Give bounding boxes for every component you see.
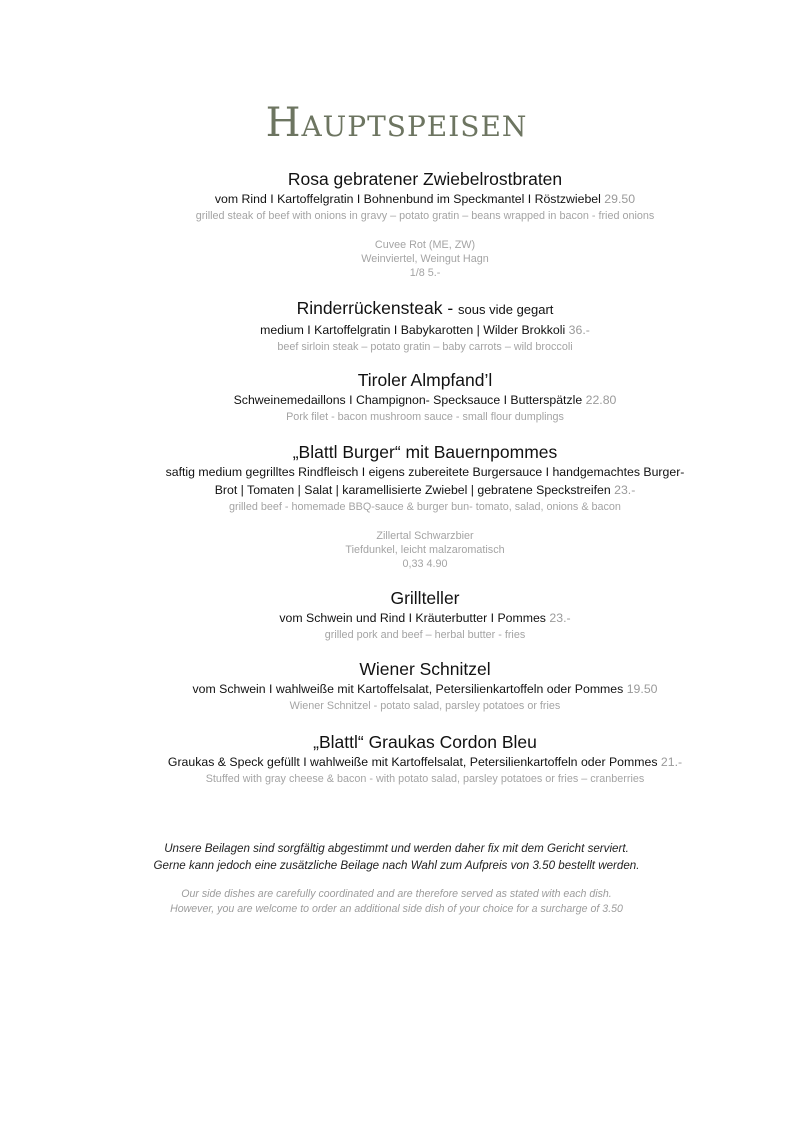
- dish-price: 21.-: [660, 755, 683, 769]
- beer-price: 0,33 4.90: [402, 558, 448, 570]
- dish-price: 23.-: [549, 611, 571, 625]
- dish-price: 19.50: [626, 682, 658, 696]
- dish-name: Rinderrückensteak - sous vide gegart: [296, 298, 554, 318]
- wine-pairing: [130, 238, 720, 280]
- wine-price: 1/8 5.-: [409, 267, 441, 279]
- dish-english: grilled steak of beef with onions in gravy – potato gratin – beans wrapped in bacon - fried onions: [195, 210, 655, 222]
- dish-rinderrueckensteak: [130, 297, 720, 355]
- dish-price: 22.80: [585, 393, 617, 407]
- dish-english: Stuffed with gray cheese & bacon - with potato salad, parsley potatoes or fries – cranberries: [205, 773, 645, 785]
- dish-english: grilled pork and beef – herbal butter - fries: [324, 629, 526, 641]
- dish-description: vom Rind I Kartoffelgratin I Bohnenbund im Speckmantel I Röstzwiebel 29.50: [214, 192, 636, 206]
- dish-zwiebelrostbraten: [130, 168, 720, 280]
- dish-almpfandl: [130, 369, 720, 425]
- dish-name: „Blattl Burger“ mit Bauernpommes: [292, 442, 558, 462]
- dish-blattl-burger: [120, 441, 730, 571]
- dish-name: Wiener Schnitzel: [359, 659, 491, 679]
- dish-english: beef sirloin steak – potato gratin – baby carrots – wild broccoli: [277, 341, 573, 353]
- dish-name: Rosa gebratener Zwiebelrostbraten: [287, 169, 563, 189]
- dish-description: medium I Kartoffelgratin I Babykarotten | Wilder Brokkoli 36.-: [260, 323, 590, 337]
- dish-name-suffix: sous vide gegart: [458, 302, 554, 317]
- dish-english: grilled beef - homemade BBQ-sauce & burger bun- tomato, salad, onions & bacon: [229, 501, 621, 513]
- wine-name: Cuvee Rot (ME, ZW): [374, 239, 476, 251]
- dish-english: Pork filet - bacon mushroom sauce - small flour dumplings: [286, 411, 564, 423]
- dish-description: Schweinemedaillons I Champignon- Specksauce I Butterspätzle 22.80: [233, 393, 617, 407]
- dish-price: 36.-: [568, 323, 590, 337]
- beer-pairing: [120, 529, 730, 571]
- dish-price: 23.-: [614, 483, 636, 497]
- dish-cordon-bleu: [120, 731, 730, 787]
- wine-origin: Weinviertel, Weingut Hagn: [361, 253, 489, 265]
- side-dish-notes: [120, 840, 673, 917]
- dish-name: Tiroler Almpfand’l: [357, 370, 493, 390]
- dish-wiener-schnitzel: [130, 658, 720, 714]
- dish-english: Wiener Schnitzel - potato salad, parsley potatoes or fries: [289, 700, 561, 712]
- dish-name: „Blattl“ Graukas Cordon Bleu: [313, 732, 537, 752]
- dish-name: Grillteller: [390, 588, 460, 608]
- note-german: Unsere Beilagen sind sorgfältig abgestimmt und werden daher fix mit dem Gericht serviert. Gerne kann jedoch eine zusätzliche Beilage nach Wahl zum Aufpreis von 3.50 bestellt werden.: [153, 842, 640, 872]
- beer-name: Zillertal Schwarzbier: [376, 530, 474, 542]
- dish-description: vom Schwein I wahlweiße mit Kartoffelsalat, Petersilienkartoffeln oder Pommes 19.50: [192, 682, 658, 696]
- dish-description: saftig medium gegrilltes Rindfleisch I eigens zubereitete Burgersauce I handgemachtes Burger- Brot | Tomaten | Salat | karamellisierte Zwiebel | gebratene Speckstreifen 23.-: [165, 465, 685, 497]
- beer-description: Tiefdunkel, leicht malzaromatisch: [345, 544, 505, 556]
- dish-grillteller: [130, 587, 720, 643]
- dish-description: vom Schwein und Rind I Kräuterbutter I Pommes 23.-: [279, 611, 571, 625]
- note-english: Our side dishes are carefully coordinated and are therefore served as stated with each dish. However, you are welcome to order an additional side dish of your choice for a surcharge of 3.50: [170, 888, 623, 915]
- page-title: Hauptspeisen: [265, 100, 528, 146]
- dish-description: Graukas & Speck gefüllt I wahlweiße mit Kartoffelsalat, Petersilienkartoffeln oder Pommes 21.-: [167, 755, 683, 769]
- dish-price: 29.50: [604, 192, 636, 206]
